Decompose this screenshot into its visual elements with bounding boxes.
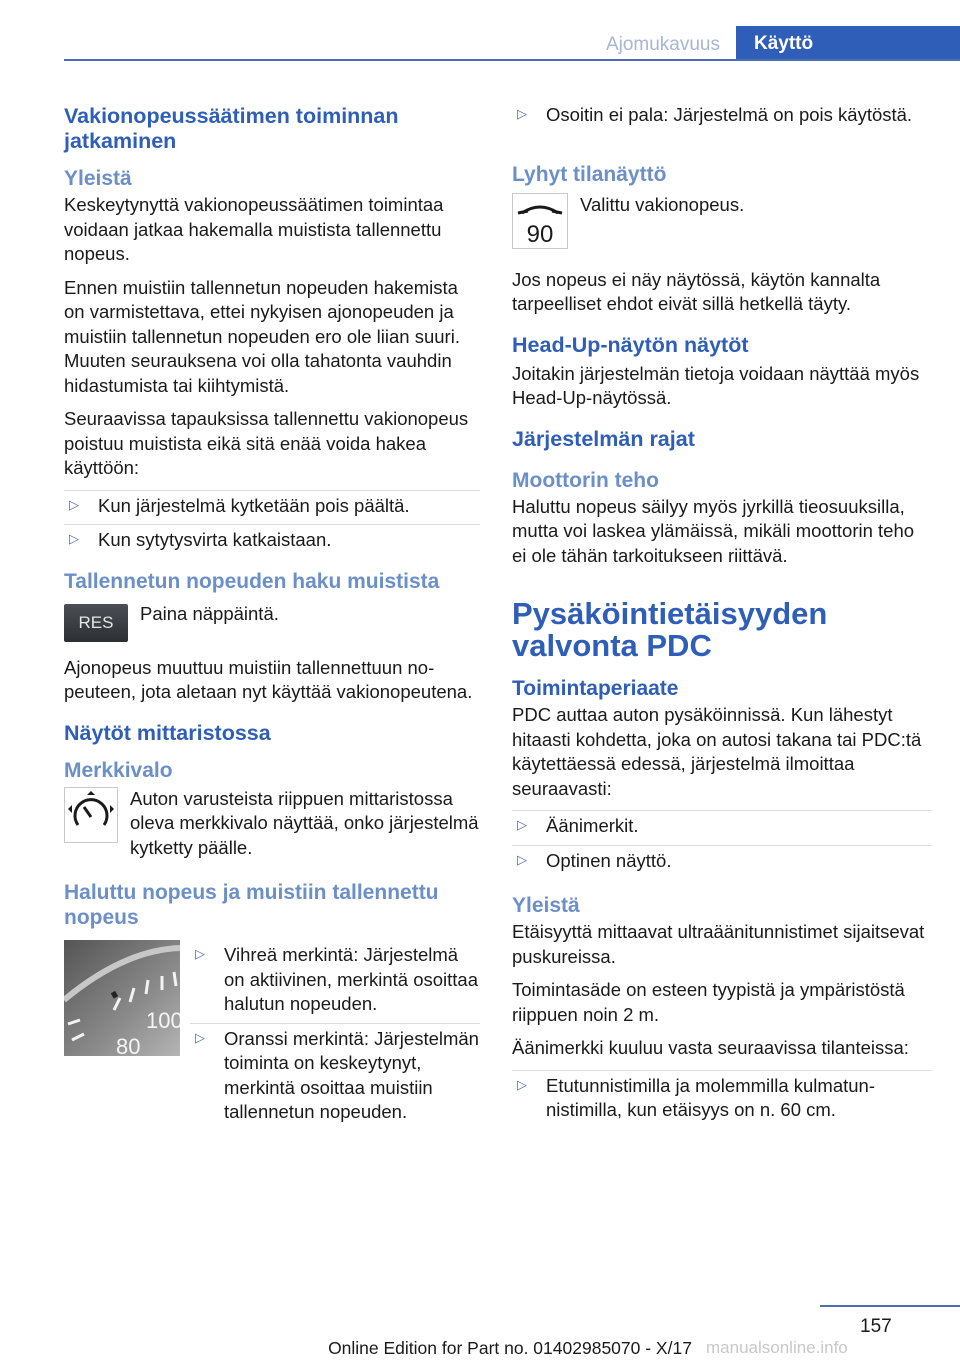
speedometer-image — [64, 940, 180, 1056]
indicator-row — [64, 787, 480, 861]
press-button-text: Paina näppäintä. — [140, 602, 279, 624]
bullet-list-markers — [190, 940, 480, 1131]
bullet-list-signals — [512, 810, 932, 879]
triangle-bullet-icon: ▷ — [517, 851, 527, 867]
heading-desired-speed: Haluttu nopeus ja muistiin tallennettu nopeus — [64, 881, 439, 929]
paragraph-speed-change: Ajonopeus muuttuu muistiin tallennettuun nopeuteen, jota aletaan nyt käyttää vakionopeutena. — [64, 656, 473, 702]
footer-rule — [820, 1305, 960, 1307]
triangle-bullet-icon: ▷ — [517, 106, 527, 121]
header-rule — [64, 59, 960, 61]
heading-brief-status: Lyhyt tilanäyttö — [512, 162, 667, 186]
header-chapter-tab: Käyttö — [736, 26, 960, 61]
paragraph-memory-cleared: Seuraavissa tapauksissa tallennettu vakionopeus poistuu muistista eikä sitä enää voida hakea käyttöön: — [64, 408, 469, 478]
triangle-bullet-icon: ▷ — [517, 817, 527, 832]
header-section-tab: Ajomukavuus — [605, 34, 720, 55]
heading-principle: Toimintaperiaate — [512, 677, 679, 700]
gauge-label-80: 80 — [116, 1034, 141, 1056]
desired-speed-section — [64, 940, 480, 1139]
cruise-speed-value: 90 — [526, 220, 554, 248]
heading-general: Yleistä — [64, 167, 132, 190]
paragraph-not-shown: Jos nopeus ei näy näytössä, käytön kannalta tarpeelliset ehdot eivät sillä hetkellä täyty. — [512, 268, 881, 314]
paragraph-sensors: Etäisyyttä mittaavat ultraäänitunnistimet sijaitsevat puskureissa. — [512, 921, 925, 967]
bullet-list-beep — [512, 1070, 932, 1129]
triangle-bullet-icon: ▷ — [69, 531, 79, 546]
triangle-bullet-icon: ▷ — [195, 1029, 205, 1045]
brief-status-text: Valittu vakionopeus. — [580, 193, 745, 215]
res-button-row — [64, 602, 480, 642]
paragraph-warning: Ennen muistiin tallennetun nopeuden hakemista on varmistettava, ettei nykyisen ajonopeuden ja muistiin tallennetun nopeuden ero ole liian suuri. Muuten seurauksena voi olla tahatonta vauhdin hidastumista tai kiihtymistä. — [64, 276, 460, 396]
list-item: ▷ Äänimerkit. — [512, 810, 932, 845]
bullet-list-clear-conditions — [64, 490, 480, 559]
paragraph-engine-power: Haluttu nopeus säilyy myös jyrkillä tieosuuksilla, mutta voi laskea ylämäissä, mikäli moottorin teho ei ole tähän tarkoitukseen riittävä. — [512, 495, 915, 566]
heading-resume: Vakionopeussäätimen toiminnan jatkaminen — [64, 104, 399, 153]
edition-text: Online Edition for Part no. 01402985070 - X/17 — [328, 1338, 692, 1358]
indicator-text: Auton varusteista riippuen mittaristossa oleva merkkivalo näyttää, onko järjestelmä kytketty päälle. — [130, 787, 479, 858]
heading-general-pdc: Yleistä — [512, 894, 580, 917]
heading-engine-power: Moottorin teho — [512, 468, 659, 492]
watermark: manualsonline.info — [706, 1338, 848, 1357]
left-column — [64, 104, 480, 1139]
right-column — [512, 104, 932, 1137]
list-item: ▷ Osoitin ei pala: Järjestelmä on pois käytöstä. — [517, 104, 913, 125]
list-item: ▷ Kun järjestelmä kytketään pois päältä. — [64, 490, 480, 525]
res-button-icon: RES — [64, 604, 128, 642]
heading-indicator: Merkkivalo — [64, 758, 173, 782]
list-item: ▷ Oranssi merkintä: Järjestelmän toiminta on keskeytynyt, merkintä osoittaa muistiin tallennetun nopeuden. — [190, 1023, 480, 1131]
triangle-bullet-icon: ▷ — [195, 946, 205, 961]
heading-hud: Head-Up-näytön näytöt — [512, 332, 749, 357]
brief-status-row — [512, 193, 932, 254]
heading-limits: Järjestelmän rajat — [512, 426, 695, 451]
bullet-list-indicator-off — [512, 100, 932, 134]
heading-recall: Tallennetun nopeuden haku muistista — [64, 569, 440, 593]
page-number: 157 — [860, 1316, 892, 1337]
triangle-bullet-icon: ▷ — [517, 1076, 527, 1092]
paragraph-intro: Keskeytynyttä vakionopeussäätimen toimintaa voidaan jatkaa hakemalla muistista tallennettu nopeus. — [64, 194, 444, 264]
paragraph-hud: Joitakin järjestelmän tietoja voidaan näyttää myös Head-Up-näytössä. — [512, 362, 920, 408]
paragraph-beep: Äänimerkki kuuluu vasta seuraavissa tilanteissa: — [512, 1037, 909, 1058]
heading-displays: Näytöt mittaristossa — [64, 720, 271, 745]
cruise-speed-display-icon — [512, 193, 568, 254]
gauge-label-100: 100 — [146, 1008, 180, 1033]
list-item: ▷ Etutunnistimilla ja molemmilla kulmatunnistimilla, kun etäisyys on n. 60 cm. — [512, 1070, 932, 1129]
paragraph-principle: PDC auttaa auton pysäköinnissä. Kun lähestyt hitaasti kohdetta, joka on autosi takana tai PDC:tä käytettäessä edessä, järjestelmä ilmoittaa seuraavasti: — [512, 704, 922, 799]
triangle-bullet-icon: ▷ — [69, 496, 79, 512]
paragraph-range: Toimintasäde on esteen tyypistä ja ympäristöstä riippuen noin 2 m. — [512, 979, 905, 1025]
list-item: ▷ Vihreä merkintä: Järjestelmä on aktiivinen, merkintä osoittaa halutun nopeuden. — [195, 944, 478, 1014]
list-item: ▷ Optinen näyttö. — [512, 845, 932, 880]
list-item: ▷ Kun sytytysvirta katkaistaan. — [64, 524, 480, 559]
cruise-control-indicator-icon — [64, 787, 118, 848]
heading-pdc: Pysäköintietäisyyden valvonta PDC — [512, 596, 828, 663]
